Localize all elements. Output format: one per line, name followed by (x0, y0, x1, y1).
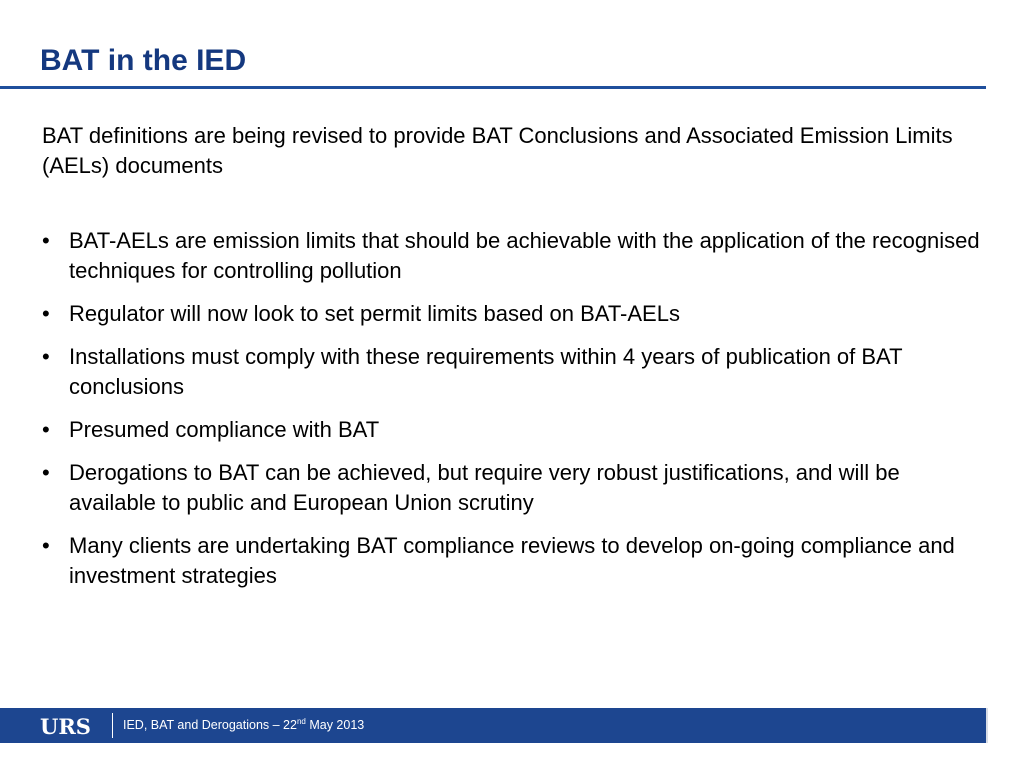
bullet-text: BAT-AELs are emission limits that should be achievable with the application of the recognised techniques for controlling pollution (69, 228, 980, 283)
bullet-item (42, 226, 992, 286)
bullet-text: Derogations to BAT can be achieved, but require very robust justifications, and will be available to public and European Union scrutiny (69, 460, 900, 515)
footer-caption-main: IED, BAT and Derogations – 22 (123, 718, 297, 732)
slide-title: BAT in the IED (40, 44, 247, 77)
bullet-item (42, 458, 992, 518)
footer-caption-ordinal: nd (296, 717, 306, 726)
bullet-item (42, 342, 992, 402)
bullet-icon: • (42, 417, 50, 442)
bullet-item (42, 531, 992, 591)
bullet-icon: • (42, 228, 50, 253)
bullet-text: Regulator will now look to set permit limits based on BAT-AELs (69, 301, 680, 326)
bullet-item (42, 415, 992, 445)
title-underline (0, 86, 986, 89)
bullet-icon: • (42, 460, 50, 485)
bullet-text: Installations must comply with these requirements within 4 years of publication of BAT conclusions (69, 344, 903, 399)
footer-caption-date: May 2013 (305, 718, 365, 732)
bullet-text: Presumed compliance with BAT (69, 417, 380, 442)
footer-bar (0, 708, 986, 743)
bullet-icon: • (42, 301, 50, 326)
bullet-list (42, 226, 992, 604)
footer-edge (986, 708, 988, 743)
bullet-icon: • (42, 533, 50, 558)
footer-divider (112, 713, 113, 738)
bullet-item (42, 299, 992, 329)
bullet-icon: • (42, 344, 50, 369)
urs-logo: URS (40, 714, 91, 739)
footer-caption (123, 708, 364, 743)
intro-paragraph: BAT definitions are being revised to provide BAT Conclusions and Associated Emission Limits (AELs) documents (42, 123, 953, 178)
bullet-text: Many clients are undertaking BAT compliance reviews to develop on-going compliance and investment strategies (69, 533, 955, 588)
